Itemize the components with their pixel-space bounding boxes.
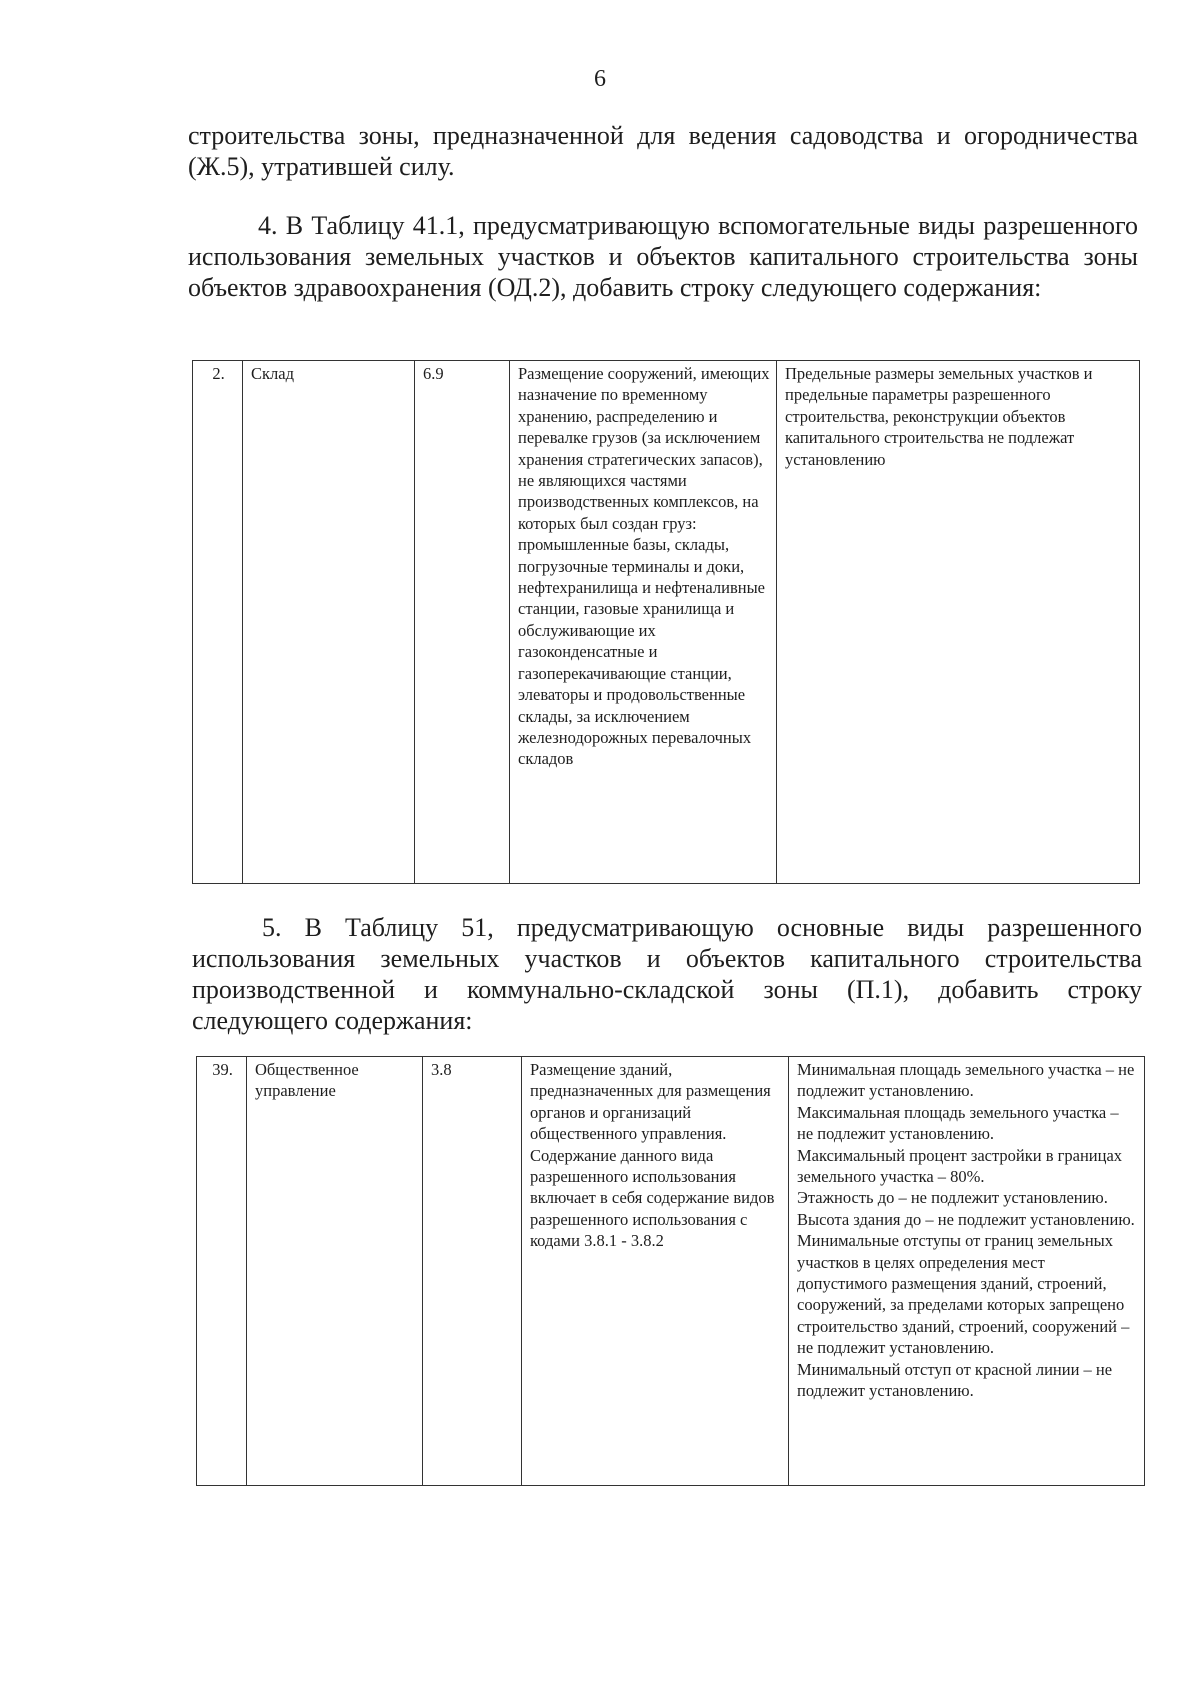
parameter-line: Этажность до – не подлежит установлению.: [797, 1188, 1108, 1208]
table-row: [193, 361, 1140, 884]
use-description-cell: Размещение сооружений, имеющих назначение по временному хранению, распределению и перевалке грузов (за исключением хранения стратегических запасов), не являющихся частями производственных комплексов, на которых был создан груз: промышленные базы, склады, погрузочные терминалы и доки, нефтехранилища и нефтеналивные станции, газовые хранилища и обслуживающие их газоконденсатные и газоперекачивающие станции, элеваторы и продовольственные склады, за исключением железнодорожных перевалочных складов: [510, 361, 777, 884]
table-41-1-row: [192, 360, 1140, 884]
table-51-row: [196, 1056, 1145, 1486]
row-number-cell: 39.: [197, 1057, 247, 1486]
use-code-cell: 6.9: [415, 361, 510, 884]
parameters-cell: Предельные размеры земельных участков и предельные параметры разрешенного строительства, реконструкции объектов капитального строительства не подлежат установлению: [777, 361, 1140, 884]
parameter-line: Максимальная площадь земельного участка – не подлежит установлению.: [797, 1102, 1119, 1144]
use-name-cell: Общественное управление: [247, 1057, 423, 1486]
table-row: [197, 1057, 1145, 1486]
parameters-cell: [789, 1057, 1145, 1486]
parameter-line: Высота здания до – не подлежит установлению.: [797, 1209, 1135, 1229]
parameter-line: Минимальная площадь земельного участка – не подлежит установлению.: [797, 1060, 1135, 1101]
use-description-cell: Размещение зданий, предназначенных для размещения органов и организаций общественного управления. Содержание данного вида разрешенного использования включает в себя содержание видов разрешенного использования с кодами 3.8.1 - 3.8.2: [522, 1057, 789, 1486]
use-name-cell: Склад: [243, 361, 415, 884]
parameter-line: Минимальный отступ от красной линии – не подлежит установлению.: [797, 1359, 1113, 1401]
row-number-cell: 2.: [193, 361, 243, 884]
page-number: 6: [594, 66, 606, 92]
paragraph-item-4: 4. В Таблицу 41.1, предусматривающую вспомогательные виды разрешенного использования земельных участков и объектов капитального строительства зоны объектов здравоохранения (ОД.2), добавить строку следующего содержания:: [188, 211, 1138, 302]
paragraph-continuation: строительства зоны, предназначенной для ведения садоводства и огородничества (Ж.5), утратившей силу.: [188, 121, 1138, 181]
paragraph-item-5: 5. В Таблицу 51, предусматривающую основные виды разрешенного использования земельных участков и объектов капитального строительства производственной и коммунально-складской зоны (П.1), добавить строку следующего содержания:: [192, 913, 1142, 1035]
parameter-line: Максимальный процент застройки в границах земельного участка – 80%.: [797, 1145, 1123, 1187]
parameter-line: Минимальные отступы от границ земельных участков в целях определения мест допустимого размещения зданий, строений, сооружений, за пределами которых запрещено строительство зданий, строений, сооружений – не подлежит установлению.: [797, 1231, 1130, 1358]
use-code-cell: 3.8: [423, 1057, 522, 1486]
